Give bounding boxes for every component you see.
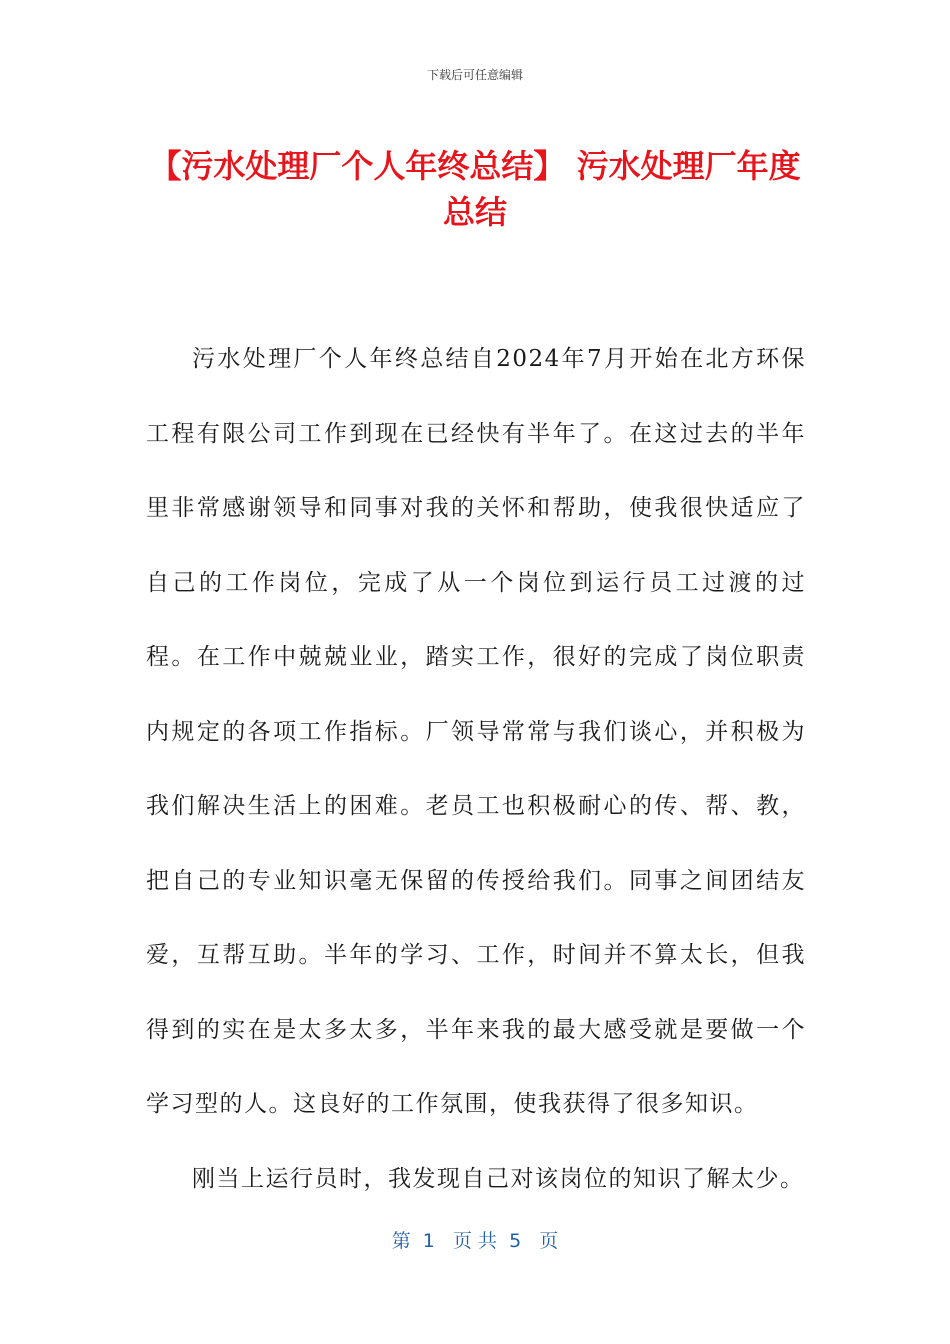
document-body <box>146 322 806 1216</box>
paragraph-1: 污水处理厂个人年终总结自2024年7月开始在北方环保工程有限公司工作到现在已经快有半年了。在这过去的半年里非常感谢领导和同事对我的关怀和帮助，使我很快适应了自己的工作岗位，完成了从一个岗位到运行员工过渡的过程。在工作中兢兢业业，踏实工作，很好的完成了岗位职责内规定的各项工作指标。厂领导常常与我们谈心，并积极为我们解决生活上的困难。老员工也积极耐心的传、帮、教，把自己的专业知识毫无保留的传授给我们。同事之间团结友爱，互帮互助。半年的学习、工作，时间并不算太长，但我得到的实在是太多太多，半年来我的最大感受就是要做一个学习型的人。这良好的工作氛围，使我获得了很多知识。 <box>146 346 806 1117</box>
paragraph-2: 刚当上运行员时，我发现自己对该岗位的知识了解太少。 <box>192 1165 805 1192</box>
page-number-footer: 第 1 页 共 5 页 <box>391 1230 559 1252</box>
document-title: 【污水处理厂个人年终总结】 污水处理厂年度总结 <box>149 147 801 231</box>
header-note: 下载后可任意编辑 <box>426 68 523 82</box>
